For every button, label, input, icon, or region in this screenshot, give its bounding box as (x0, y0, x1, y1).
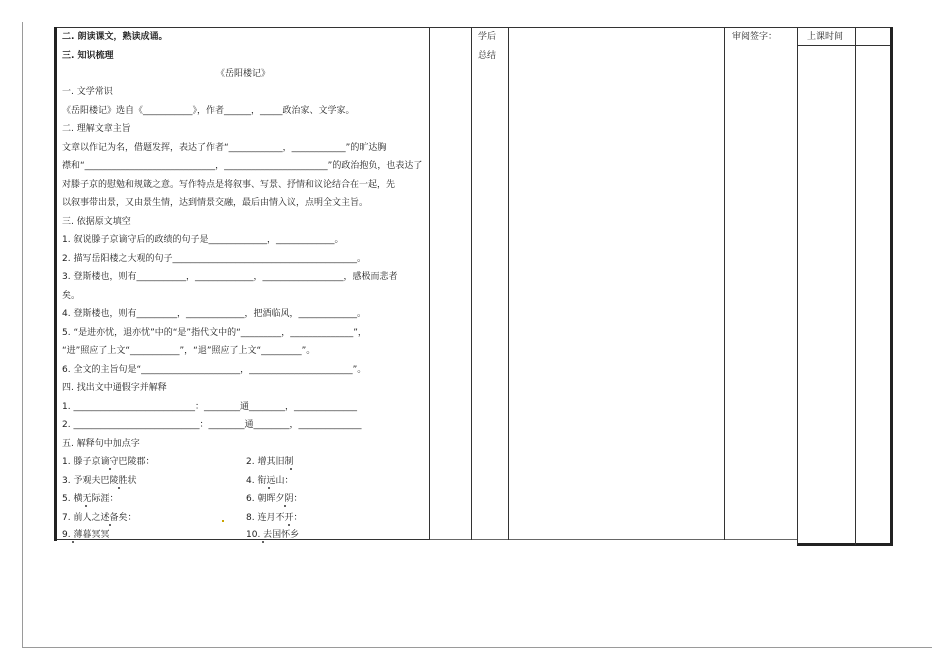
part-5-item-1: 1. 滕子京谪守巴陵郡： (62, 457, 155, 467)
part-5-item-5: 5. 横无际涯： (62, 494, 119, 504)
study-after-label: 学后 (478, 32, 497, 42)
part-5-item-10: 10. 去国怀乡 (246, 530, 300, 540)
part-2-line-3: 对滕子京的慰勉和规箴之意。写作特点是将叙事、写景、抒情和议论结合在一起，先 (62, 180, 396, 190)
part-3-line-1: 1. 叙说滕子京谪守后的政绩的句子是_____________，_____________。 (62, 235, 344, 245)
emphasis-dot (109, 524, 111, 526)
table-top-border (54, 27, 891, 28)
emphasis-dot (85, 505, 87, 507)
yellow-mark (222, 520, 224, 522)
part-2-line-1: 文章以作记为名，借题发挥，表达了作者“____________，____________”的旷达胸 (62, 143, 387, 153)
table-left-border (54, 27, 57, 541)
table-bottom-border-right (430, 539, 798, 540)
class-time-label: 上课时间 (807, 32, 844, 42)
emphasis-dot (118, 487, 120, 489)
lesson-title: 《岳阳楼记》 (216, 69, 271, 79)
part-4-line-1: 1. ___________________________：________通________，______________ (62, 402, 357, 412)
part-2-heading: 二. 理解文章主旨 (62, 124, 131, 134)
emphasis-dot (288, 524, 290, 526)
part-3-line-2: 2. 描写岳阳楼之大观的句子_________________________________________。 (62, 254, 366, 264)
section-3-heading: 三. 知识梳理 (62, 51, 114, 61)
emphasis-dot (290, 468, 292, 470)
emphasis-dot (262, 541, 264, 543)
header-divider (797, 45, 893, 46)
part-1-heading: 一. 文学常识 (62, 87, 113, 97)
emphasis-dot (109, 468, 111, 470)
part-3-line-8: 6. 全文的主旨句是“______________________，_______________________”。 (62, 365, 367, 375)
part-5-item-4: 4. 衔远山： (246, 476, 294, 486)
part-3-line-4: 矣。 (62, 291, 81, 301)
part-5-item-9: 9. 薄暮冥冥 (62, 530, 110, 540)
part-2-line-2: 襟和“_____________________________，_______________________”的政治抱负，也表达了 (62, 161, 423, 171)
summary-label: 总结 (478, 51, 497, 61)
part-5-item-2: 2. 增其旧制 (246, 457, 294, 467)
part-3-line-5: 4. 登斯楼也，则有_________，_____________，把酒临风，_____________。 (62, 309, 366, 319)
emphasis-dot (268, 487, 270, 489)
col-divider-5 (797, 27, 798, 545)
table-right-border (890, 27, 893, 545)
section-2-heading: 二. 朗读课文，熟读成诵。 (62, 32, 168, 42)
part-3-line-6: 5. “是进亦忧，退亦忧”中的“是”指代文中的“_________，______________”， (62, 328, 367, 338)
table-bottom-border-thick (797, 543, 893, 546)
part-5-heading: 五. 解释句中加点字 (62, 439, 140, 449)
col-divider-1 (429, 27, 430, 540)
part-1-line: 《岳阳楼记》选自《___________》，作者______，_____政治家、文学家。 (62, 106, 355, 116)
part-3-line-7: “进”照应了上文“___________”，“退”照应了上文“_________”。 (62, 346, 316, 356)
part-5-item-7: 7. 前人之述备矣： (62, 513, 137, 523)
part-3-heading: 三. 依据原文填空 (62, 217, 131, 227)
part-4-heading: 四. 找出文中通假字并解释 (62, 383, 167, 393)
part-5-item-3: 3. 予观夫巴陵胜状 (62, 476, 137, 486)
part-3-line-3: 3. 登斯楼也，则有___________，_____________，__________________，感极而悲者 (62, 272, 398, 282)
col-divider-2 (471, 27, 472, 540)
col-divider-6 (855, 27, 856, 545)
part-4-line-2: 2. ____________________________：________通________，______________ (62, 420, 362, 430)
table-bottom-border (54, 539, 430, 540)
review-sign-label: 审阅签字： (732, 32, 778, 42)
col-divider-4 (724, 27, 725, 540)
col-divider-3 (508, 27, 509, 540)
part-5-item-6: 6. 朝晖夕阴： (246, 494, 303, 504)
part-5-item-8: 8. 连月不开： (246, 513, 303, 523)
emphasis-dot (284, 505, 286, 507)
part-2-line-4: 以叙事带出景，又由景生情，达到情景交融，最后由情入议，点明全文主旨。 (62, 198, 369, 208)
emphasis-dot (72, 541, 74, 543)
